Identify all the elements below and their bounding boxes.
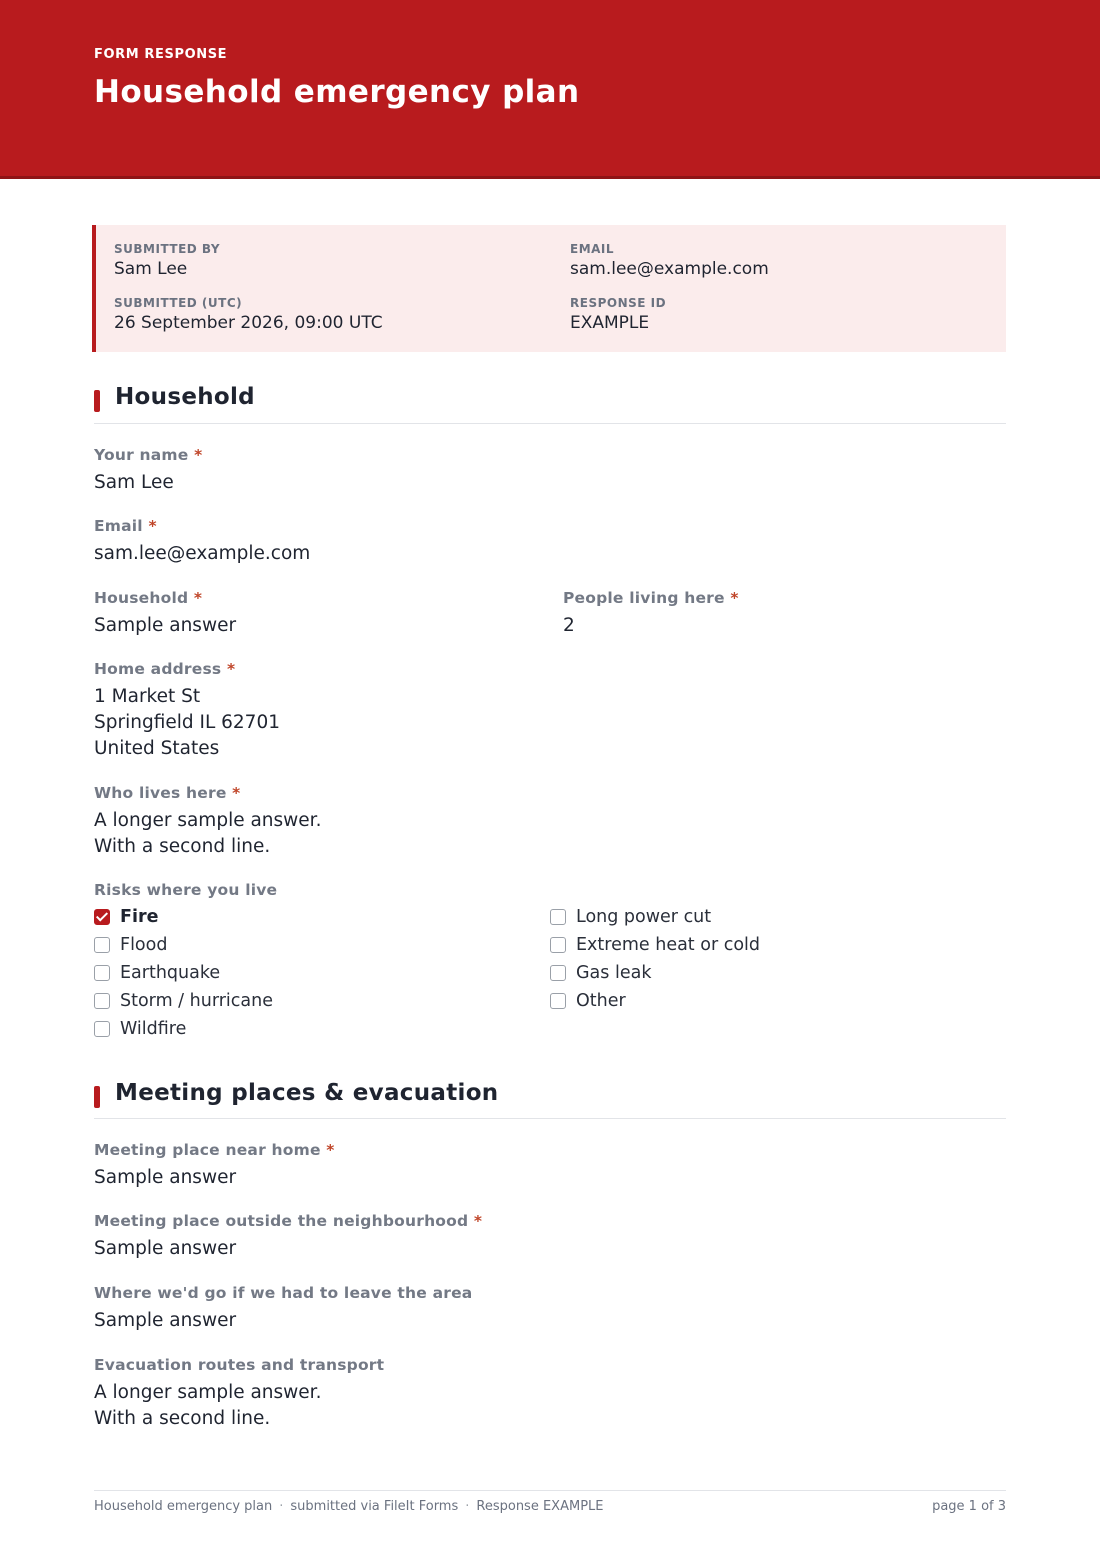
risk-option[interactable] (94, 989, 273, 1013)
field-value: A longer sample answer. With a second line. (94, 1382, 322, 1429)
checkbox-unchecked-icon[interactable] (94, 993, 110, 1009)
field-value: Sample answer (94, 1167, 237, 1188)
field-value: A longer sample answer. With a second line. (94, 810, 322, 857)
submitted-utc-label: SUBMITTED (UTC) (114, 296, 243, 310)
field-label: Evacuation routes and transport (94, 1356, 385, 1374)
section-title: Meeting places & evacuation (115, 1080, 499, 1106)
page-number: page 1 of 3 (932, 1499, 1006, 1514)
risk-option[interactable] (550, 989, 626, 1013)
risk-option-label: Flood (120, 935, 168, 955)
risk-option-label: Extreme heat or cold (576, 935, 760, 955)
risk-option[interactable] (94, 905, 158, 929)
footer-separator: · (279, 1499, 284, 1514)
checkbox-unchecked-icon[interactable] (550, 965, 566, 981)
risk-option[interactable] (550, 933, 760, 957)
field-your-name (94, 445, 202, 496)
field-household (94, 588, 236, 639)
field-label: Meeting place outside the neighbourhood * (94, 1212, 483, 1230)
field-meeting-outside (94, 1211, 482, 1262)
field-value: Sample answer (94, 1238, 237, 1259)
submission-meta-panel (92, 225, 1006, 352)
email-value[interactable]: sam.lee@example.com (570, 259, 769, 279)
response-id-value: EXAMPLE (570, 313, 650, 333)
required-marker: * (232, 784, 241, 802)
field-value: Sample answer (94, 1310, 237, 1331)
checkbox-unchecked-icon[interactable] (550, 937, 566, 953)
required-marker: * (730, 589, 739, 607)
risk-option-label: Wildfire (120, 1019, 187, 1039)
section-accent-bar (94, 1086, 100, 1108)
submitted-by-label: SUBMITTED BY (114, 242, 221, 256)
section-meeting-places (94, 1080, 1006, 1119)
risk-option-label: Gas leak (576, 963, 652, 983)
response-id-label: RESPONSE ID (570, 296, 667, 310)
response-id (570, 295, 666, 334)
submitted-utc (114, 295, 383, 334)
checkbox-unchecked-icon[interactable] (550, 993, 566, 1009)
field-home-address (94, 659, 280, 762)
footer-response: Response EXAMPLE (476, 1499, 604, 1514)
risk-option-label: Other (576, 991, 626, 1011)
field-who-lives-here (94, 783, 321, 860)
required-marker: * (226, 660, 236, 678)
form-title: Household emergency plan (94, 74, 580, 110)
risk-option[interactable] (550, 905, 711, 929)
field-email (94, 516, 310, 567)
risk-option-label: Storm / hurricane (120, 991, 273, 1011)
form-header (0, 0, 1100, 179)
field-label: Where we'd go if we had to leave the area (94, 1284, 473, 1302)
field-evacuation-routes (94, 1355, 384, 1432)
field-value: Sample answer (94, 615, 237, 636)
field-leave-area (94, 1283, 472, 1334)
field-risks (94, 880, 277, 900)
risk-option-label: Long power cut (576, 907, 712, 927)
risk-option[interactable] (94, 1017, 186, 1041)
required-marker: * (193, 589, 203, 607)
footer-form-name: Household emergency plan (94, 1499, 273, 1514)
field-value: 2 (563, 615, 575, 636)
form-kicker: FORM RESPONSE (94, 47, 228, 62)
section-title: Household (115, 384, 255, 410)
email-label: EMAIL (570, 242, 615, 256)
field-label: Home address * (94, 660, 236, 678)
required-marker: * (473, 1212, 483, 1230)
field-label: People living here * (563, 589, 739, 607)
checkbox-unchecked-icon[interactable] (94, 937, 110, 953)
risk-option[interactable] (94, 933, 167, 957)
field-label: Meeting place near home * (94, 1141, 335, 1159)
footer-separator: · (465, 1499, 470, 1514)
required-marker: * (326, 1141, 335, 1159)
field-label: Household * (94, 589, 203, 607)
required-marker: * (194, 446, 203, 464)
checkbox-unchecked-icon[interactable] (94, 1021, 110, 1037)
field-label: Email * (94, 517, 157, 535)
field-people-living-here (563, 588, 739, 639)
risk-option-label: Earthquake (120, 963, 221, 983)
field-value[interactable]: sam.lee@example.com (94, 543, 311, 564)
submitted-utc-value: 26 September 2026, 09:00 UTC (114, 313, 383, 333)
risk-option[interactable] (550, 961, 651, 985)
risk-option[interactable] (94, 961, 220, 985)
checkbox-unchecked-icon[interactable] (550, 909, 566, 925)
risk-option-label: Fire (120, 907, 159, 927)
field-label: Who lives here * (94, 784, 241, 802)
page-footer (94, 1490, 1006, 1514)
field-label: Risks where you live (94, 881, 278, 899)
section-household (94, 384, 1006, 424)
field-label: Your name * (94, 446, 203, 464)
footer-info (94, 1499, 603, 1514)
checkbox-unchecked-icon[interactable] (94, 965, 110, 981)
checkbox-checked-icon[interactable] (94, 909, 110, 925)
field-value: Sam Lee (94, 472, 174, 493)
required-marker: * (148, 517, 157, 535)
section-accent-bar (94, 390, 100, 412)
field-value: 1 Market St Springfield IL 62701 United States (94, 686, 280, 759)
submitter-email (570, 241, 769, 280)
submitted-by-value: Sam Lee (114, 259, 188, 279)
submitted-by (114, 241, 220, 280)
field-meeting-near-home (94, 1140, 335, 1191)
footer-via: submitted via FileIt Forms (290, 1499, 459, 1514)
